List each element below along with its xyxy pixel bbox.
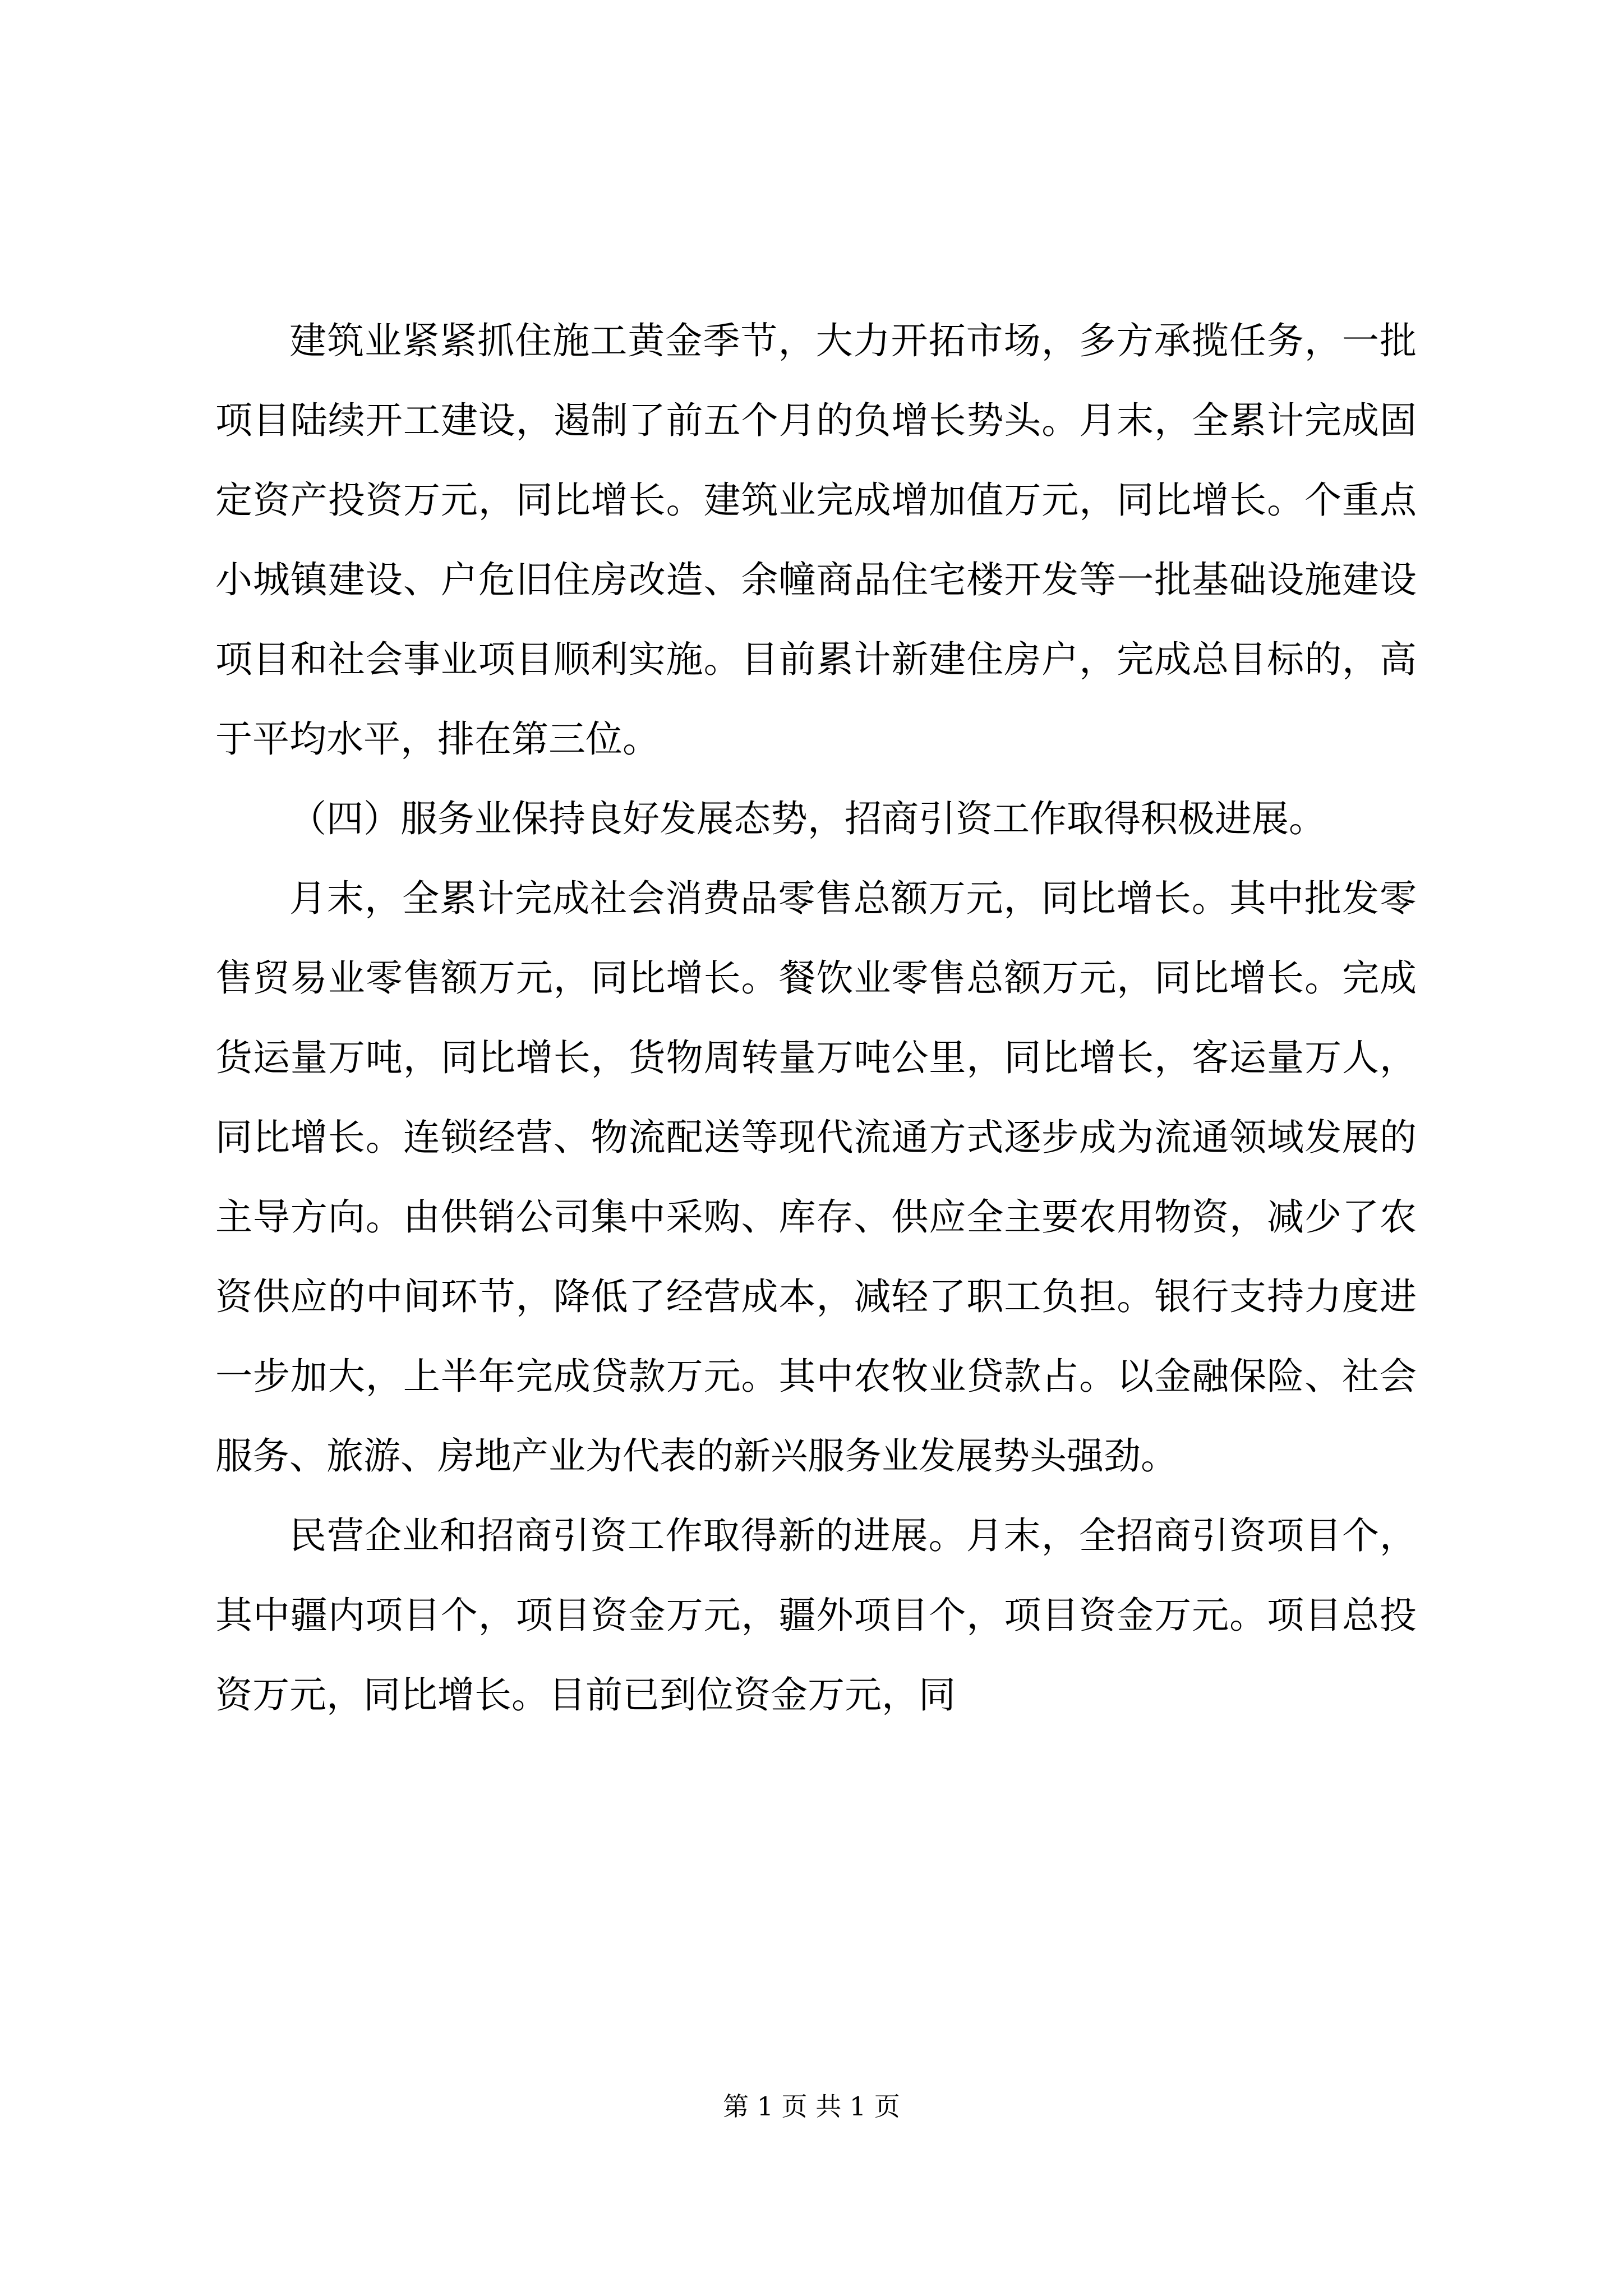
page-footer: 第 1 页 共 1 页 bbox=[723, 2091, 900, 2122]
paragraph-investment: 民营企业和招商引资工作取得新的进展。月末，全招商引资项目个，其中疆内项目个，项目资金万元，疆外项目个，项目资金万元。项目总投资万元，同比增长。目前已到位资金万元，同 bbox=[215, 1514, 1417, 1717]
paragraph-section-heading: （四）服务业保持良好发展态势，招商引资工作取得积极进展。 bbox=[289, 797, 1326, 840]
paragraph-retail-services: 月末，全累计完成社会消费品零售总额万元，同比增长。其中批发零售贸易业零售额万元，同比增长。餐饮业零售总额万元，同比增长。完成货运量万吨，同比增长，货物周转量万吨公里，同比增长，客运量万人，同比增长。连锁经营、物流配送等现代流通方式逐步成为流通领域发展的主导方向。由供销公司集中采购、库存、供应全主要农用物资，减少了农资供应的中间环节，降低了经营成本，减轻了职工负担。银行支持力度进一步加大，上半年完成贷款万元。其中农牧业贷款占。以金融保险、社会服务、旅游、房地产业为代表的新兴服务业发展势头强劲。 bbox=[215, 877, 1417, 1478]
paragraph-construction: 建筑业紧紧抓住施工黄金季节，大力开拓市场，多方承揽任务，一批项目陆续开工建设，遏制了前五个月的负增长势头。月末，全累计完成固定资产投资万元，同比增长。建筑业完成增加值万元，同比增长。个重点小城镇建设、户危旧住房改造、余幢商品住宅楼开发等一批基础设施建设项目和社会事业项目顺利实施。目前累计新建住房户，完成总目标的，高于平均水平，排在第三位。 bbox=[215, 319, 1417, 761]
document-body bbox=[215, 301, 1417, 1735]
